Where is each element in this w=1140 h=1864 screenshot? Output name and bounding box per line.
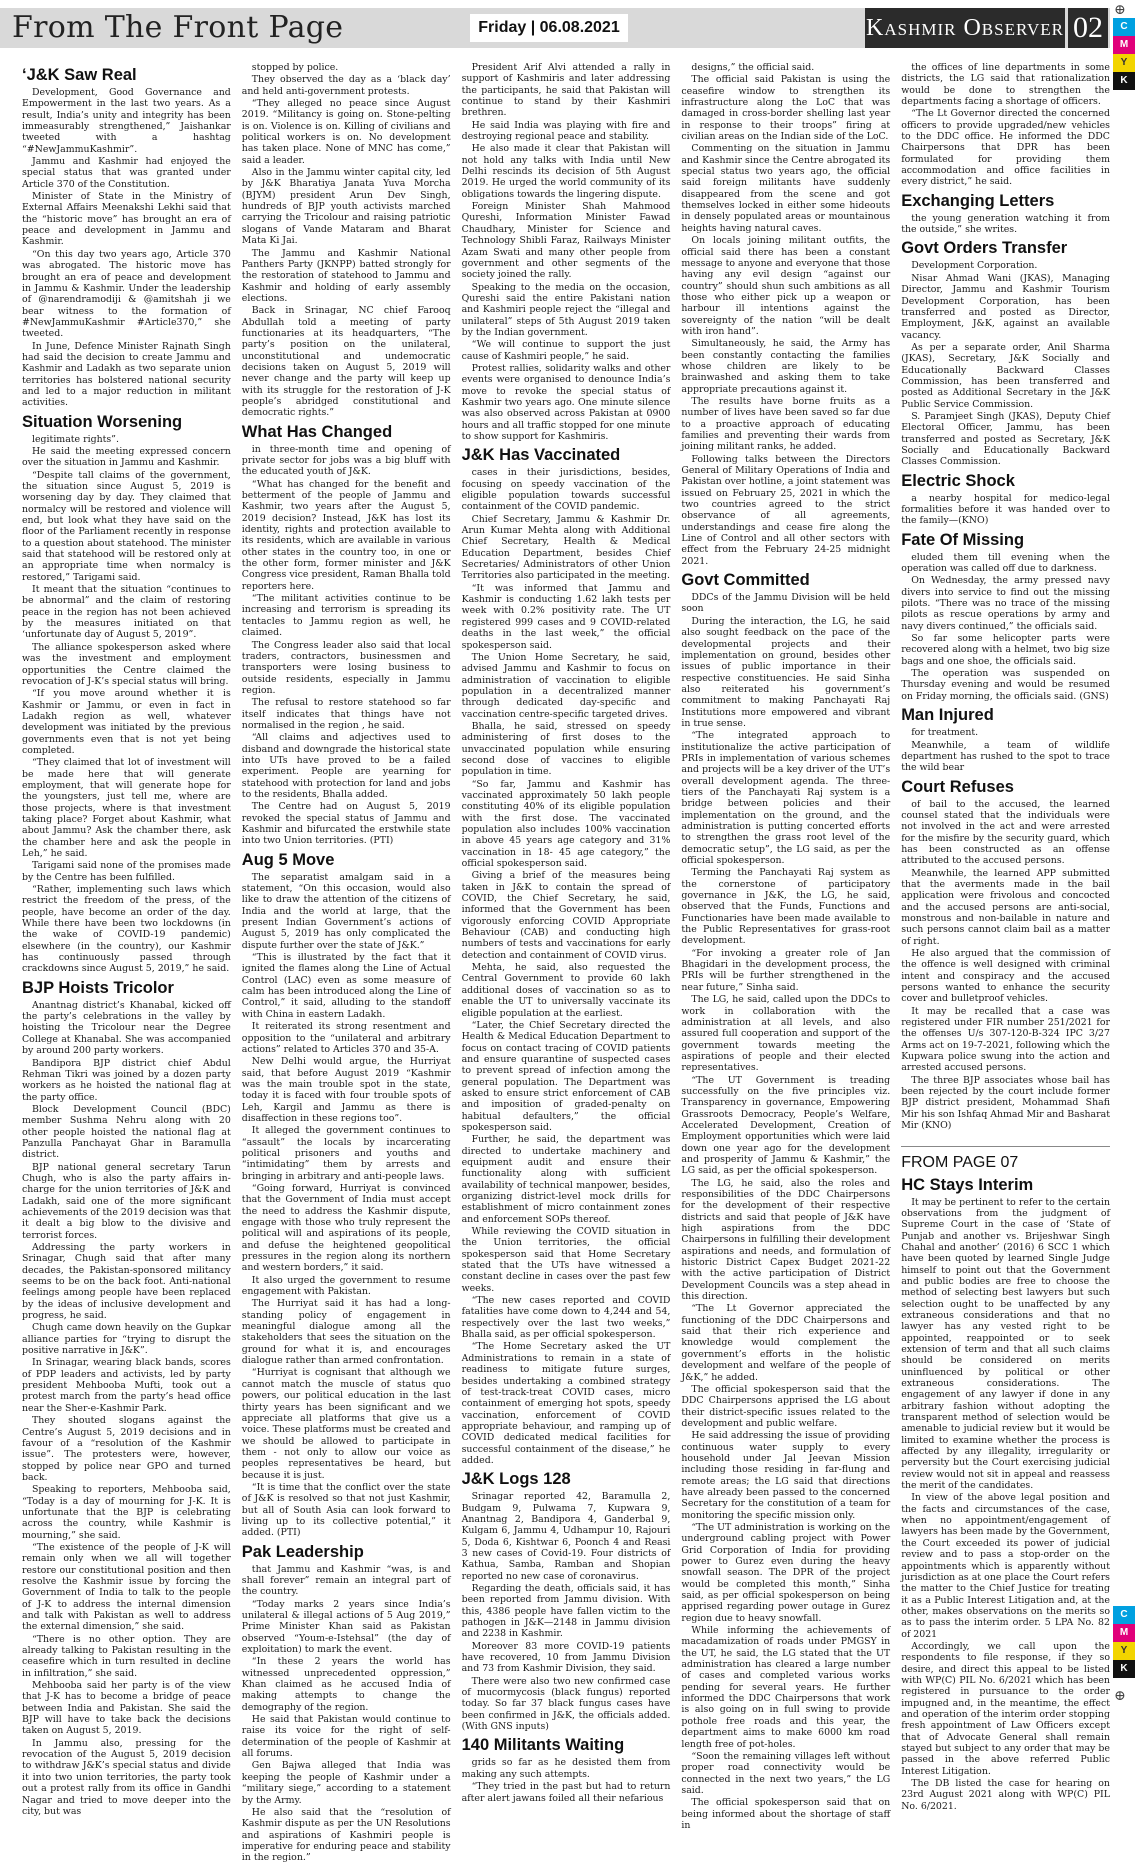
paragraph: The three BJP associates whose bail has been rejected by the court include former BJP district president, Mohammad Shafi Mir his son Ishfaq Ahmad Mir and Basharat Mir (KNO): [901, 1074, 1110, 1132]
registration-mark-icon: ⊕: [1114, 2, 1126, 18]
paragraph: grids so far as he desisted them from making any such attempts.: [461, 1757, 671, 1780]
paragraph: “Rather, implementing such laws which restrict the freedom of the press, of the people, have become an order of the day. While there have been two lockdowns (in the wake of COVID-19 pandemic) elsewhere (in the country), our Kashmir has continuously passed through crackdowns since August 5, 2019,” he said.: [22, 884, 231, 975]
registration-mark-icon: ⊕: [1114, 1688, 1126, 1704]
section-label: FROM PAGE 07: [901, 1146, 1110, 1172]
paragraph: Speaking to the media on the occasion, Qureshi said the entire Pakistani nation and Kashmiri people reject the “illegal and unilateral” steps of 5th August 2019 taken by the Indian government.: [461, 281, 671, 338]
paragraph: The official spokesperson said that the DDC Chairpersons apprised the LG about their district-specific issues related to the development and public welfare.: [681, 1383, 891, 1429]
paragraph: It may be pertinent to refer to the certain observations from the judgment of Supreme Court in the case of ‘State of Punjab and another vs. Brijeshwar Singh Chahal and another’ (2016) 6 SCC 1 which have been quoted by learned Single Judge himself to point out that the Government and public bodies are free to choose the method of selecting best lawyers but such selection ought to be unaffected by any extraneous considerations and that no lawyer has any vested right to be appointed, reappointed or to seek extension of term and that all such claims should be considered on merits uninfluenced by political or other extraneous considerations. The engagement of any lawyer if done in any arbitrary fashion without adopting the transparent method of selection would be amenable to judicial review but it would be limited to examine whether the process is affected by any illegality, irregularity or perversity but the Court exercising judicial review would not sit in appeal and reassess the merit of the candidates.: [901, 1196, 1110, 1492]
paragraph: BJP national general secretary Tarun Chugh, who is also the party affairs in-charge for the union territories of J&K and Ladakh, said one of the more significant achievements of the 2019 decision was that it dealt a big blow to the divisive and terrorist forces.: [22, 1161, 231, 1241]
paragraph: As per a separate order, Anil Sharma (JKAS), Secretary, J&K Socially and Educationally Backward Classes Commission, has been transferred and posted as Additional Secretary in the J&K Public Service Commission.: [901, 341, 1110, 410]
yellow-swatch: Y: [1113, 1642, 1135, 1660]
paragraph: In June, Defence Minister Rajnath Singh had said the decision to create Jammu and Kashmir and Ladakh as two separate union territories has bolstered national security and led to a major reduction in militant activities.: [22, 340, 231, 409]
paragraph: “The Lt Governor appreciated the functioning of the DDC Chairpersons and said that their rich experience and knowledge would complement the government’s efforts in the holistic development and welfare of the people of J&K,” he added.: [681, 1303, 891, 1383]
headline: ‘J&K Saw Real: [22, 66, 137, 84]
headline: Exchanging Letters: [901, 191, 1055, 210]
paragraph: He said the meeting expressed concern over the situation in Jammu and Kashmir.: [22, 445, 231, 469]
paragraph: “The militant activities continue to be increasing and terrorism is spreading its tentacles to Jammu region as well, he claimed.: [241, 593, 451, 639]
paragraph: He said that Pakistan would continue to raise its voice for the right of self-determination of the people of Kashmir at all forums.: [241, 1714, 451, 1760]
headline: J&K Logs 128: [461, 1470, 571, 1489]
paragraph: Addressing the party workers in Srinagar, Chugh said that after many decades, the Pakistan-sponsored militancy seems to be on the back foot. Anti-national feelings among people have been replaced by the ideas of inclusive development and progress, he said.: [22, 1242, 231, 1322]
paragraph: “Later, the Chief Secretary directed the Health & Medical Education Department to focus on contact tracing of COVID patients and ensure quarantine of suspected cases to prevent spread of infection among the general population. The Department was asked to ensure strict enforcement of CAB and imposition of graded-penalty on habitual defaulters,” the official spokesperson said.: [461, 1019, 671, 1133]
paragraph: Gen Bajwa alleged that India was keeping the people of Kashmir under a “military siege,” according to a statement by the Army.: [241, 1760, 451, 1806]
headline: Electric Shock: [901, 471, 1015, 490]
headline: Pak Leadership: [241, 1542, 364, 1561]
headline: J&K Has Vaccinated: [461, 446, 621, 465]
headline: Man Injured: [901, 706, 994, 725]
paragraph: designs,” the official said.: [691, 62, 815, 73]
paragraph: Meanwhile, the learned APP submitted that the averments made in the bail application were frivolous and concocted and the accused persons are anti-social, monstrous and non-bailable in nature and such persons cannot claim bail as a matter of right.: [901, 867, 1110, 947]
paragraph: Further, he said, the department was directed to undertake machinery and equipment audit and ensure their functionality along with sufficient availability of technical manpower, besides, organizing district-level mock drills for establishment of micro containment zones and enforcement SOPs thereof.: [461, 1134, 671, 1225]
paragraph: In Jammu also, pressing for the revocation of the August 5, 2019 decision to withdraw J&K’s special status and divide it into two union territories, the party took out a protest rally from its office in Gandhi Nagar and tried to move deeper into the city, but was: [22, 1737, 231, 1817]
paragraph: “It is time that the conflict over the state of J&K is resolved so that not just Kashmir, but all of South Asia can look forward to living up to its collective potential,” it added. (PTI): [241, 1481, 451, 1539]
paragraph: “So far, Jammu and Kashmir has vaccinated approximately 50 lakh people constituting 40% of its eligible population with the first dose. The vaccinated population also includes 100% vaccination in above 45 years age category and 31% vaccination in 18- 45 age category,” the official spokesperson said.: [461, 778, 671, 870]
paragraph: Mehbooba said her party is of the view that J-K has to become a bridge of peace between India and Pakistan. She said the BJP will have to take back the decisions taken on August 5, 2019.: [22, 1680, 231, 1737]
black-swatch: K: [1113, 1660, 1135, 1678]
paragraph: Development Corporation.: [911, 260, 1038, 272]
paragraph: Block Development Council (BDC) member Sushma Nehru along with 20 other people hoisted the national flag at Panzulla Panchayat Ghar in Baramulla district.: [22, 1103, 231, 1161]
paragraph: In view of the above legal position and the facts and circumstances of the case, when no appointment/engagement of lawyers has been made by the Government, the Court exceeded its power of judicial review and to pass a stop-order on the appointments which is apparently without jurisdiction as at one place the Court refers the matter to the Chief Justice for treating it as a Public Interest Litigation and, at the other, makes observations on the merits so as to pass the interim order. 5 LPA No. 82 of 2021: [901, 1492, 1110, 1640]
paragraph: “On this day two years ago, Article 370 was abrogated. The historic move has brought an era of peace and development in Jammu & Kashmir. Under the leadership of @narendramodiji & @amitshah ji we bear witness to the formation of #NewJammuKashmir #Article370,” she tweeted.: [22, 248, 231, 340]
issue-date: Friday | 06.08.2021: [470, 14, 628, 42]
paragraph: “They tried in the past but had to return after alert jawans foiled all their nefarious: [461, 1781, 671, 1804]
paragraph: During the interaction, the LG, he said also sought feedback on the pace of the developmental projects and their implementation on ground, besides other issues of public importance in their respective constituencies. He said Sinha also reiterated his government’s commitment to making Panchayati Raj Institutions more empowered and vibrant in true sense.: [681, 615, 891, 729]
paragraph: They shouted slogans against the Centre’s August 5, 2019 decisions and in favour of a “resolution of the Kashmir issue”. The protesters were, however, stopped by police near GPO and turned back.: [22, 1415, 231, 1483]
paragraph: The alliance spokesperson asked where was the investment and employment opportunities the Centre claimed the revocation of J-K’s special status will bring.: [22, 641, 231, 687]
magenta-swatch: M: [1113, 1624, 1135, 1642]
paragraph: Chugh came down heavily on the Gupkar alliance parties for “trying to disrupt the positive narrative in J&K”.: [22, 1322, 231, 1357]
paragraph: Anantnag district’s Khanabal, kicked off the party’s celebrations in the valley by hoisting the Tricolour near the Degree College at Khanabal. She was accompanied by around 200 party workers.: [22, 999, 231, 1057]
paragraph: legitimate rights”.: [32, 433, 119, 445]
paragraph: “They claimed that lot of investment will be made here that will generate employment, that will generate hope for the youngsters, just tell me, where are those projects, where is that investment taking place? Forget about Kashmir, what about Jammu? Ask the chamber there, ask the chamber here and ask the people in Leh,” he said.: [22, 757, 231, 859]
column-1: [22, 62, 231, 1817]
paragraph: While reviewing the COVID situation in the Union territories, the official spokesperson said that Home Secretary stated that the UTs have witnessed a constant decline in cases over the past few weeks.: [461, 1226, 671, 1294]
paragraph: “The existence of the people of J-K will remain only when we all will together restore our constitutional position and then resolve the Kashmir issue by forcing the Government of India to talk to the people of J-K to address the internal dimension and talk with Pakistan as well to address the external dimension,” she said.: [22, 1541, 231, 1633]
paragraph: The Jammu and Kashmir National Panthers Party (JKNPP) batted strongly for the restoration of statehood to Jammu and Kashmir and holding of early assembly elections.: [241, 247, 451, 304]
paragraph: Following talks between the Directors General of Military Operations of India and Pakistan over hotline, a joint statement was issued on February 25, 2021 in which the two countries agreed to the strict observance of all agreements, understandings and cease fire along the Line of Control and all other sectors with effect from the February 24-25 midnight 2021.: [681, 453, 891, 567]
paragraph: It reiterated its strong resentment and opposition to the “unilateral and arbitrary actions” related to Articles 370 and 35-A.: [241, 1021, 451, 1055]
paragraph: Moreover 83 more COVID-19 patients have recovered, 10 from Jammu Division and 73 from Kashmir Division, they said.: [461, 1640, 671, 1675]
paragraph: It meant that the situation “continues to be abnormal” and the claim of restoring peace in the region has not been achieved by the measures initiated on that ‘unfortunate day of August 5, 2019”.: [22, 584, 231, 641]
paragraph: Protest rallies, solidarity walks and other events were organised to denounce India’s move to revoke the special status of Kashmir two years ago. One minute silence was also observed across Pakistan at 0900 hours and all traffic stopped for one minute to show support for Kashmiris.: [461, 362, 671, 442]
paragraph: The refusal to restore statehood so far itself indicates that things have not normalised in the region , he said.: [241, 697, 451, 731]
column-2: [241, 62, 451, 1864]
paragraph: Chief Secretary, Jammu & Kashmir Dr. Arun Kumar Mehta along with Additional Chief Secretary, Health & Medical Education Department, besides Chief Secretaries/ Administrators of other Union Territories also participated in the meeting.: [461, 513, 671, 582]
cyan-swatch: C: [1113, 18, 1135, 36]
paragraph: Regarding the death, officials said, it has been reported from Jammu division. With this, 4386 people have fallen victim to the pathogen in J&K—2148 in Jammu division and 2238 in Kashmir.: [461, 1583, 671, 1640]
color-bar-bottom: [1113, 1606, 1135, 1678]
paragraph: Also in the Jammu winter capital city, led by J&K Bharatiya Janata Yuva Morcha (BJYM) president Arun Dev Singh, hundreds of BJP youth activists marched carrying the Tricolour and raising patriotic slogans of Vande Mataram and Bharat Mata Ki Jai.: [241, 167, 451, 247]
paragraph: The Hurriyat said it has had a long-standing policy of engagement in meaningful dialogue among all the stakeholders that sees the situation on the ground for what it is, and encourages dialogue rather than armed confrontation.: [241, 1298, 451, 1367]
paragraph: Bhalla, he said, stressed on speedy administering of first doses to the unvaccinated population while ensuring second dose of vaccines to eligible population in time.: [461, 720, 671, 778]
paragraph: The official said Pakistan is using the ceasefire window to strengthen its infrastructure along the LoC that was damaged in cross-border shelling last year in response to their troops” firing at civilian areas on the Indian side of the LoC.: [681, 74, 891, 143]
paragraph: The separatist amalgam said in a statement, “On this occasion, would also like to draw the attention of the citizens of India and the world at large, that the present Indian Government’s actions of August 5, 2019 has only complicated the dispute further over the state of J&K.”: [241, 871, 451, 951]
headline: 140 Militants Waiting: [461, 1736, 625, 1755]
magenta-swatch: M: [1113, 36, 1135, 54]
paragraph: The Congress leader also said that local traders, contractors, businessmen and transporters were losing business to outside residents, especially in Jammu region.: [241, 639, 451, 696]
paragraph: the young generation watching it from the outside,” she writes.: [901, 212, 1110, 236]
paragraph: Speaking to reporters, Mehbooba said, “Today is a day of mourning for J-K. It is unfortunate that the BJP is celebrating across the country, while Kashmir is mourning,” she said.: [22, 1484, 231, 1541]
paragraph: The Centre had on August 5, 2019 revoked the special status of Jammu and Kashmir and bifurcated the erstwhile state into two Union territories. (PTI): [241, 801, 451, 847]
paragraph: that Jammu and Kashmir “was, is and shall forever” remain an integral part of the country.: [241, 1563, 451, 1598]
paragraph: The operation was suspended on Thursday evening and would be resumed on Friday morning, the officials said. (GNS): [901, 668, 1110, 702]
paragraph: “This is illustrated by the fact that it ignited the flames along the Line of Actual Control (LAC) even as some measure of calm has been introduced along the Line of Control,” it said, alluding to the standoff with China in eastern Ladakh.: [241, 952, 451, 1020]
paragraph: “We will continue to support the just cause of Kashmiri people,” he said.: [461, 339, 671, 362]
paragraph: It also urged the government to resume engagement with Pakistan.: [241, 1274, 451, 1298]
paragraph: “In these 2 years the world has witnessed unprecedented oppression,” Khan claimed as he accused India of making attempts to change the demography of the region.: [241, 1656, 451, 1713]
paragraph: Mehta, he said, also requested the Central Government to provide 60 lakh additional doses of vaccination so as to enable the UT to universally vaccinate its eligible population at the earliest.: [461, 962, 671, 1019]
paragraph: “It was informed that Jammu and Kashmir is conducting 1.62 lakh tests per week with 0.2% positivity rate. The UT registered 999 cases and 9 COVID-related deaths in the last week,” the official spokesperson said.: [461, 582, 671, 651]
color-bar: [1113, 18, 1135, 90]
paragraph: The LG, he said, also the roles and responsibilities of the DDC Chairpersons for the development of their respective districts and said that people of J&K have high aspirations from the DDC Chairpersons in fulfilling their development aspirations and needs, and formulation of historic District Capex Budget 2021-22 with the active participation of District Development Councils was a step ahead in this direction.: [681, 1177, 891, 1303]
paragraph: In Srinagar, wearing black bands, scores of PDP leaders and activists, led by party president Mehbooba Mufti, took out a protest march from the party’s head office near the Sher-e-Kashmir Park.: [22, 1357, 231, 1414]
paragraph: The DB listed the case for hearing on 23rd August 2021 along with WP(C) PIL No. 6/2021.: [901, 1778, 1110, 1812]
headline: Govt Orders Transfer: [901, 239, 1068, 258]
black-swatch: K: [1113, 72, 1135, 90]
article-body: [22, 62, 1110, 1864]
paragraph: Giving a brief of the measures being taken in J&K to contain the spread of COVID, the Chief Secretary, he said, informed that the Government has been vigorously enforcing COVID Appropriate Behaviour (CAB) and conducting high numbers of tests and vaccinations for early detection and containment of COVID virus.: [461, 870, 671, 961]
paragraph: Commenting on the situation in Jammu and Kashmir since the Centre abrogated its special status two years ago, the official said foreign militants have suddenly disappeared from the scene and got themselves locked in either some hideouts in densely populated areas or mountainous heights having natural caves.: [681, 143, 891, 234]
paragraph: Accordingly, we call upon the respondents to file response, if they so desire, and direct this appeal to be listed with WP(C) PIL No. 6/2021 which has been registered in pursuance to the order impugned and, in the meantime, the effect and operation of the interim order stopping fresh appointment of Law Officers except that of Advocate General shall remain stayed but subject to any order that may be passed in the above referred Public Interest Litigation.: [901, 1640, 1110, 1777]
headline: Govt Committed: [681, 571, 810, 590]
page-number: 02: [1068, 8, 1108, 48]
paragraph: New Delhi would argue, the Hurriyat said, that before August 2019 “Kashmir was the main trouble spot in the state, today it is faced with four trouble spots of Leh, Kargil and Jammu as there is disaffection in these regions too”.: [241, 1056, 451, 1124]
paragraph: “Going forward, Hurriyat is convinced that the Government of India must accept the need to address the Kashmir dispute, engage with those who truly represent the political will and aspirations of its people, and defuse the heightened geopolitical pressures in the region along its northern and western borders,” it said.: [241, 1182, 451, 1274]
paragraph: Development, Good Governance and Empowerment in the last two years. As a result, India’s unity and integrity has been immeasurably strengthened,” Jaishankar tweeted with a hashtag “#NewJammuKashmir”.: [22, 87, 231, 155]
paragraph: “Today marks 2 years since India’s unilateral & illegal actions of 5 Aug 2019,” Prime Minister Khan said as Pakistan observed “Youm-e-Istehsal” (the day of exploitation) to mark the event.: [241, 1598, 451, 1656]
paragraph: Bandipora BJP district chief Abdul Rehman Tikri was joined by a dozen party workers as he hoisted the national flag at the party office.: [22, 1057, 231, 1103]
paragraph: a nearby hospital for medico-legal formalities before it was handed over to the family—(KNO): [901, 492, 1110, 527]
paragraph: Foreign Minister Shah Mahmood Qureshi, Information Minister Fawad Chaudhary, Minister for Science and Technology Shibli Faraz, Railways Minister Azam Swati and many other people from government and other segments of the society joined the rally.: [461, 201, 671, 281]
paragraph: The results have borne fruits as a number of lives have been saved so far due to a proactive approach of educating families and preventing their wards from joining militant ranks, he added.: [681, 395, 891, 453]
paragraph: “Despite tall claims of the government, the situation since August 5, 2019 is worsening day by day. They claimed that normalcy will be restored and violence will end, but look what they have said on the floor of the Parliament recently in response to a question about statehood. The minister said that statehood will be restored only at an appropriate time when normalcy is restored,” Tarigami said.: [22, 469, 231, 583]
paragraph: of bail to the accused, the learned counsel stated that the individuals were not involved in the act and were arrested for the misfire by the security guard, which has been constructed as an offense attributed to the accused persons.: [901, 798, 1110, 867]
cyan-swatch: C: [1113, 1606, 1135, 1624]
paragraph: eluded them till evening when the operation was called off due to darkness.: [901, 551, 1110, 575]
paragraph: “For invoking a greater role of Jan Bhagidari in the development process, the PRIs will be further strengthened in the near future,” Sinha said.: [681, 947, 891, 993]
headline: What Has Changed: [241, 422, 393, 441]
paragraph: The LG, he said, called upon the DDCs to work in collaboration with the administration at all levels, and also assured full cooperation and support of the government towards meeting the aspirations of people and their elected representatives.: [681, 994, 891, 1074]
section-title: From The Front Page: [12, 10, 344, 45]
yellow-swatch: Y: [1113, 54, 1135, 72]
paragraph: He said India was playing with fire and destroying regional peace and stability.: [461, 119, 671, 143]
paragraph: Back in Srinagar, NC chief Farooq Abdullah told a meeting of party functionaries at its headquarters, “The party’s position on the unilateral, unconstitutional and undemocratic decisions taken on August 5, 2019 will never change and the party will keep up with its struggle for the restoration of J-K people’s abridged constitutional and democratic rights.”: [241, 305, 451, 419]
paragraph: The Union Home Secretary, he said, advised Jammu and Kashmir to focus on administration of vaccination to eligible population in a decentralized manner through dedicated day-specific and vaccination centre-specific targeted drives.: [461, 651, 671, 720]
paragraph: On Wednesday, the army pressed navy divers into service to find out the missing pilots. “There was no trace of the missing pilots as rescue operations by army and navy divers continued,” the officials said.: [901, 575, 1110, 632]
paragraph: He also said that the “resolution of Kashmir dispute as per the UN Resolutions and aspirations of Kashmiri people is imperative for enduring peace and stability in the region.”: [241, 1806, 451, 1864]
page-header: [0, 0, 1140, 52]
paragraph: S. Paramjeet Singh (JKAS), Deputy Chief Electoral Officer, Jammu, has been transferred and posted as Secretary, J&K Socially and Educationally Backward Classes Commission.: [901, 410, 1110, 468]
column-4: [681, 62, 891, 1831]
headline: Court Refuses: [901, 777, 1014, 796]
paragraph: There were also two new confirmed case of mucormycosis (black fungus) reported today. So far 37 black fungus cases have been confirmed in J&K, the officials added. (With GNS inputs): [461, 1675, 671, 1733]
paragraph: Jammu and Kashmir had enjoyed the special status that was granted under Article 370 of the Constitution.: [22, 156, 231, 190]
paragraph: “Hurriyat is cognisant that although we cannot match the muscle of status quo powers, our political education in the last thirty years has been significant and we appreciate all platforms that give us a voice. These platforms must be created and we should be allowed to participate in them - not only to allow our voice as peoples representatives be heard, but because it is just.: [241, 1367, 451, 1481]
paragraph: “The UT administration is working on the underground cabling project with Power Grid Corporation of India for providing power to Gurez even during the heavy snowfall season. The DPR of the project would be completed this month,” Sinha said, as per official spokesperson on being apprised regarding power outage in Gurez region due to heavy snowfall.: [681, 1521, 891, 1624]
paragraph: Nisar Ahmad Wani (JKAS), Managing Director, Jammu and Kashmir Tourism Development Corporation, has been transferred and posted as Director, Employment, J&K, against an available vacancy.: [901, 272, 1110, 341]
paragraph: “The integrated approach to institutionalize the active participation of PRIs in implementation of various schemes and projects will be a key driver of the UT’s overall development agenda. The three-tiers of the Panchayati Raj system is a bridge between policies and their implementation on the ground, and the administration is putting concerted efforts to strengthen the grass root level of the democratic setup”, the LG said, as per the official spokesperson.: [681, 730, 891, 867]
paragraph: the offices of line departments in some districts, the LG said that rationalization would be done to strengthen the departments facing a shortage of officers.: [901, 62, 1110, 108]
paragraph: for treatment.: [911, 727, 979, 739]
paragraph: Meanwhile, a team of wildlife department has rushed to the spot to trace the wild bear: [901, 739, 1110, 774]
paragraph: Minister of State in the Ministry of External Affairs Meenakshi Lekhi said that the “historic move” has brought an era of peace and development in Jammu and Kashmir.: [22, 191, 231, 248]
paragraph: “If you move around whether it is Kashmir or Jammu, or even in fact in Ladakh region as well, whatever development was initiated by the previous governments even that is not yet being completed.: [22, 688, 231, 756]
paragraph: Terming the Panchayati Raj system as the cornerstone of participatory governance in J&K, the LG, he said, observed that the Funds, Functions and Functionaries have been made available to the Public Representatives for grass-root development.: [681, 867, 891, 947]
headline: BJP Hoists Tricolor: [22, 978, 174, 997]
paragraph: Srinagar reported 42, Baramulla 2, Budgam 9, Pulwama 7, Kupwara 9, Anantnag 2, Bandipora 4, Ganderbal 9, Kulgam 6, Jammu 4, Udhampur 10, Rajouri 5, Doda 6, Kishtwar 6, Poonch 4 and Reasi 3 new cases of Covid-19. Four districts of Kathua, Samba, Ramban and Shopian reported no new case of coronavirus.: [461, 1491, 671, 1582]
paragraph: “The Home Secretary asked the UT Administrations to remain in a state of readiness to mitigate future surges, besides undertaking a combined strategy of test-track-treat COVID cases, micro containment of emerging hot spots, speedy vaccination, enforcement of COVID appropriate behaviour, and ramping up of COVID dedicated medical facilities for successful containment of the disease,” he added.: [461, 1341, 671, 1466]
paragraph: President Arif Alvi attended a rally in support of Kashmiris and later addressing the participants, he said that Pakistan will continue to stand by their Kashmiri brethren.: [461, 62, 671, 119]
paragraph: Simultaneously, he said, the Army has been constantly contacting the families whose children are likely to be brainwashed and asking them to take appropriate precautions against it.: [681, 338, 891, 395]
paragraph: The official spokesperson said that on being informed about the shortage of staff in: [681, 1797, 891, 1831]
column-5: [901, 62, 1110, 1812]
paragraph: “The Lt Governor directed the concerned officers to provide upgraded/new vehicles to the DDC office. He informed the DDC Chairpersons that DPR has been formulated for providing them accommodation and office facilities in every district,” he said.: [901, 108, 1110, 188]
paragraph: “The new cases reported and COVID fatalities have come down to 4,244 and 54, respectively over the last two weeks,” Bhalla said, as per official spokesperson.: [461, 1295, 671, 1341]
paragraph: He said addressing the issue of providing continuous water supply to every household under Jal Jeevan Mission including those residing in far-flung and remote areas; the LG said that directions have already been passed to the concerned Secretary for the constitution of a team for monitoring the specific mission only.: [681, 1430, 891, 1521]
column-3: [461, 62, 671, 1804]
paragraph: Tarigami said none of the promises made by the Centre has been fulfilled.: [22, 860, 231, 883]
paragraph: “The UT Government is treading successfully on the five principles viz. Transparency in governance, Empowering Grassroots Democracy, People’s Welfare, Accelerated Development, Creation of Employment opportunities which were laid down one year ago for the development and prosperity of Jammu & Kashmir,” the LG said, as per the official spokesperson.: [681, 1074, 891, 1177]
paragraph: DDCs of the Jammu Division will be held soon: [681, 592, 891, 615]
paragraph: They observed the day as a ‘black day’ and held anti-government protests.: [241, 74, 451, 97]
paragraph: He also made it clear that Pakistan will not hold any talks with India until New Delhi rescinds its decision of 5th August 2019. He urged the world community of its obligations towards the lingering dispute.: [461, 143, 671, 200]
paragraph: stopped by police.: [251, 62, 339, 73]
headline: Aug 5 Move: [241, 850, 335, 869]
paragraph: On locals joining militant outfits, the official said there has been a constant message to anyone and everyone that those having any evil design “against our country” should shun such ambitions as all those who either pick up a weapon or harbour ill intentions against the sovereignty of the nation “will be dealt with iron hand”.: [681, 235, 891, 337]
paragraph: “What has changed for the benefit and betterment of the people of Jammu and Kashmir, two years after the August 5, 2019 decision? Instead, J&K has lost its identity, rights and protection available to its residents, which are available in various other states in the country too, in one or the other form, former minister and J&K Congress vice president, Raman Bhalla told reporters here.: [241, 478, 451, 592]
paragraph: “There is no other option. They are already talking to Pakistan resulting in the ceasefire which in turn resulted in decline in infiltration,” she said.: [22, 1633, 231, 1679]
headline: Situation Worsening: [22, 412, 183, 431]
paragraph: “All claims and adjectives used to disband and downgrade the historical state into UTs have proved to be a failed experiment. People are yearning for statehood with protection for land and jobs to the residents, Bhalla added.: [241, 732, 451, 800]
paragraph: So far some helicopter parts were recovered along with a helmet, two big size bags and one shoe, the officials said.: [901, 633, 1110, 667]
paragraph: cases in their jurisdictions, besides, focusing on speedy vaccination of the eligible population towards successful containment of the COVID pandemic.: [461, 467, 671, 513]
paragraph: “Soon the remaining villages left without proper road connectivity would be connected in the next two years,” the LG said.: [681, 1750, 891, 1796]
paragraph: He also argued that the commission of the offence is well designed with criminal intent and conspiracy and the accused persons wanted to enhance the security cover and bulletproof vehicles.: [901, 948, 1110, 1005]
headline: Fate Of Missing: [901, 530, 1025, 549]
paragraph: in three-month time and opening of private sector for jobs was a big bluff with the educated youth of J&K.: [241, 443, 451, 478]
paragraph: While informing the achievements of macadamization of roads under PMGSY in the UT, he said, the LG stated that the UT administration has cleared a large number of cases and completed various works pending for several years. He further informed the DDC Chairpersons that work is also going on in full swing to provide pothole free roads and this year, the department aims to make 6000 km road length free of pot-holes.: [681, 1625, 891, 1750]
headline: HC Stays Interim: [901, 1175, 1034, 1194]
paragraph: “They alleged no peace since August 2019. “Militancy is going on. Stone-pelting is on. Violence is on. Killing of civilians and political workers is on. No development has taken place. None of MNC has come,” said a leader.: [241, 98, 451, 166]
paragraph: It alleged the government continues to “assault” the locals by incarcerating political prisoners and youths and “intimidating” them by arrests and bringing in arbitrary and anti-people laws.: [241, 1125, 451, 1182]
masthead-brand: Kashmir Observer: [865, 8, 1065, 48]
paragraph: It may be recalled that a case was registered under FIR number 251/2021 for the offenses U/s 307-120-B-324 IPC 3/27 Arms act on 19-7-2021, following which the Kupwara police swung into the action and arrested accused persons.: [901, 1005, 1110, 1074]
